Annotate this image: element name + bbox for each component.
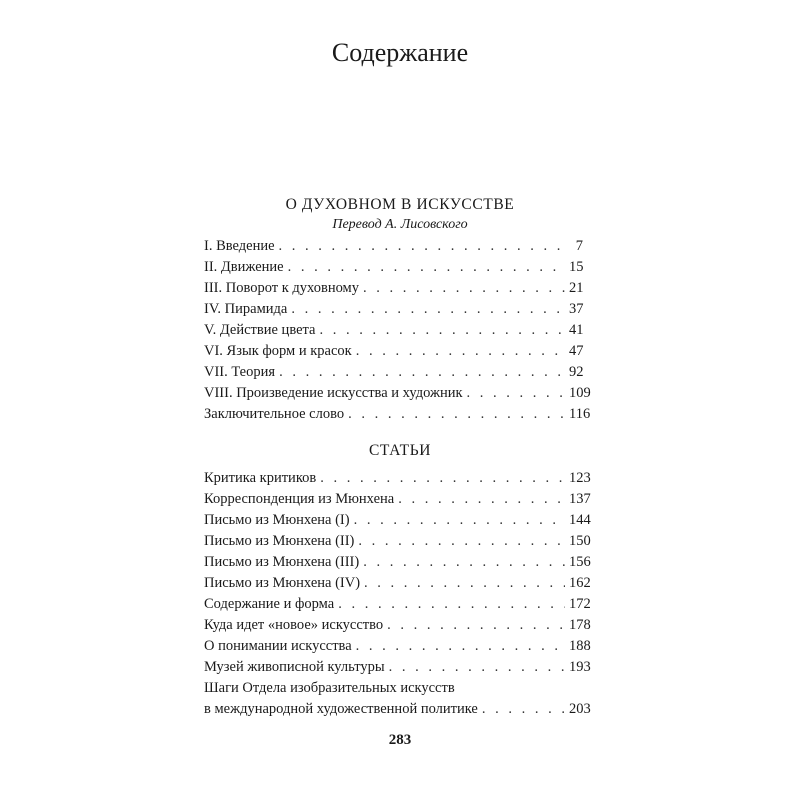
section-title-articles: СТАТЬИ — [368, 442, 432, 459]
toc-entry[interactable] — [204, 362, 583, 383]
toc-entry-page: 144 — [569, 512, 591, 528]
toc-entry[interactable] — [204, 510, 591, 531]
toc-entry-title: IV. Пирамида — [204, 301, 288, 317]
toc-entry-page: 188 — [569, 638, 591, 654]
page-title: Содержание — [331, 38, 469, 67]
toc-entry-page: 92 — [569, 364, 584, 380]
toc-entry[interactable] — [204, 615, 591, 636]
toc-entry-page: 21 — [569, 280, 584, 296]
toc-entry-title-line2: в международной художественной политике — [204, 701, 478, 717]
toc-entry-page: 137 — [569, 491, 591, 507]
dot-leader — [338, 594, 565, 615]
toc-entry-title-line1: Шаги Отдела изобразительных искусств — [204, 680, 455, 696]
dot-leader — [356, 636, 565, 657]
toc-section-2 — [204, 468, 591, 720]
toc-entry-title: Письмо из Мюнхена (IV) — [204, 575, 361, 591]
toc-entry[interactable] — [204, 489, 591, 510]
toc-entry[interactable] — [204, 320, 583, 341]
toc-entry[interactable] — [204, 573, 591, 594]
toc-entry-title: Письмо из Мюнхена (I) — [204, 512, 350, 528]
toc-entry-title: II. Движение — [204, 259, 284, 275]
toc-entry[interactable] — [204, 468, 591, 489]
dot-leader — [320, 468, 565, 489]
dot-leader — [363, 278, 565, 299]
toc-entry-title: Критика критиков — [204, 470, 317, 486]
toc-entry-title: Музей живописной культуры — [204, 659, 385, 675]
toc-entry-title: VIII. Произведение искусства и художник — [204, 385, 463, 401]
toc-entry[interactable] — [204, 657, 591, 678]
toc-entry[interactable] — [204, 594, 591, 615]
toc-entry-page: 37 — [569, 301, 584, 317]
dot-leader — [363, 552, 565, 573]
dot-leader — [279, 236, 565, 257]
toc-entry-page: 156 — [569, 554, 591, 570]
dot-leader — [319, 320, 565, 341]
toc-entry[interactable] — [204, 278, 583, 299]
toc-entry-page: 15 — [569, 259, 584, 275]
dot-leader — [288, 257, 565, 278]
dot-leader — [364, 573, 565, 594]
dot-leader — [291, 299, 565, 320]
dot-leader — [358, 531, 565, 552]
toc-entry-title: О понимании искусства — [204, 638, 352, 654]
toc-entry-page: 109 — [569, 385, 591, 401]
toc-entry[interactable] — [204, 257, 583, 278]
toc-entry-title: Письмо из Мюнхена (II) — [204, 533, 355, 549]
toc-entry-page: 123 — [569, 470, 591, 486]
toc-entry-title: Содержание и форма — [204, 596, 335, 612]
section-subtitle-translator: Перевод А. Лисовского — [332, 217, 468, 232]
toc-entry[interactable] — [204, 531, 591, 552]
toc-entry-page: 203 — [569, 701, 591, 717]
toc-entry-multiline[interactable] — [204, 678, 591, 720]
dot-leader — [356, 341, 565, 362]
dot-leader — [354, 510, 565, 531]
toc-entry-page: 162 — [569, 575, 591, 591]
toc-entry-title: Куда идет «новое» искусство — [204, 617, 384, 633]
toc-entry-title: VI. Язык форм и красок — [204, 343, 352, 359]
toc-entry[interactable] — [204, 236, 583, 257]
toc-entry[interactable] — [204, 383, 591, 404]
dot-leader — [279, 362, 565, 383]
dot-leader — [389, 657, 565, 678]
toc-entry-page: 7 — [575, 238, 583, 254]
toc-entry[interactable] — [204, 299, 583, 320]
section-title-spiritual: О ДУХОВНОМ В ИСКУССТВЕ — [285, 196, 515, 213]
toc-entry[interactable] — [204, 636, 591, 657]
dot-leader — [467, 383, 565, 404]
toc-entry[interactable] — [204, 341, 583, 362]
toc-section-1 — [204, 236, 591, 425]
dot-leader — [482, 699, 565, 720]
toc-entry-page: 41 — [569, 322, 584, 338]
toc-entry-title: Письмо из Мюнхена (III) — [204, 554, 360, 570]
toc-entry-title: Корреспонденция из Мюнхена — [204, 491, 395, 507]
dot-leader — [398, 489, 565, 510]
toc-entry-page: 178 — [569, 617, 591, 633]
toc-entry-title: V. Действие цвета — [204, 322, 316, 338]
toc-entry-title: Заключительное слово — [204, 406, 345, 422]
toc-entry-title: VII. Теория — [204, 364, 276, 380]
toc-entry-page: 116 — [569, 406, 591, 422]
toc-entry[interactable] — [204, 552, 591, 573]
dot-leader — [348, 404, 565, 425]
toc-entry-page: 150 — [569, 533, 591, 549]
toc-entry-page: 193 — [569, 659, 591, 675]
toc-entry-page: 172 — [569, 596, 591, 612]
toc-entry-page: 47 — [569, 343, 584, 359]
toc-entry[interactable] — [204, 404, 591, 425]
toc-entry-title: III. Поворот к духовному — [204, 280, 359, 296]
toc-entry-title: I. Введение — [204, 238, 275, 254]
page-number: 283 — [388, 732, 412, 748]
dot-leader — [387, 615, 565, 636]
